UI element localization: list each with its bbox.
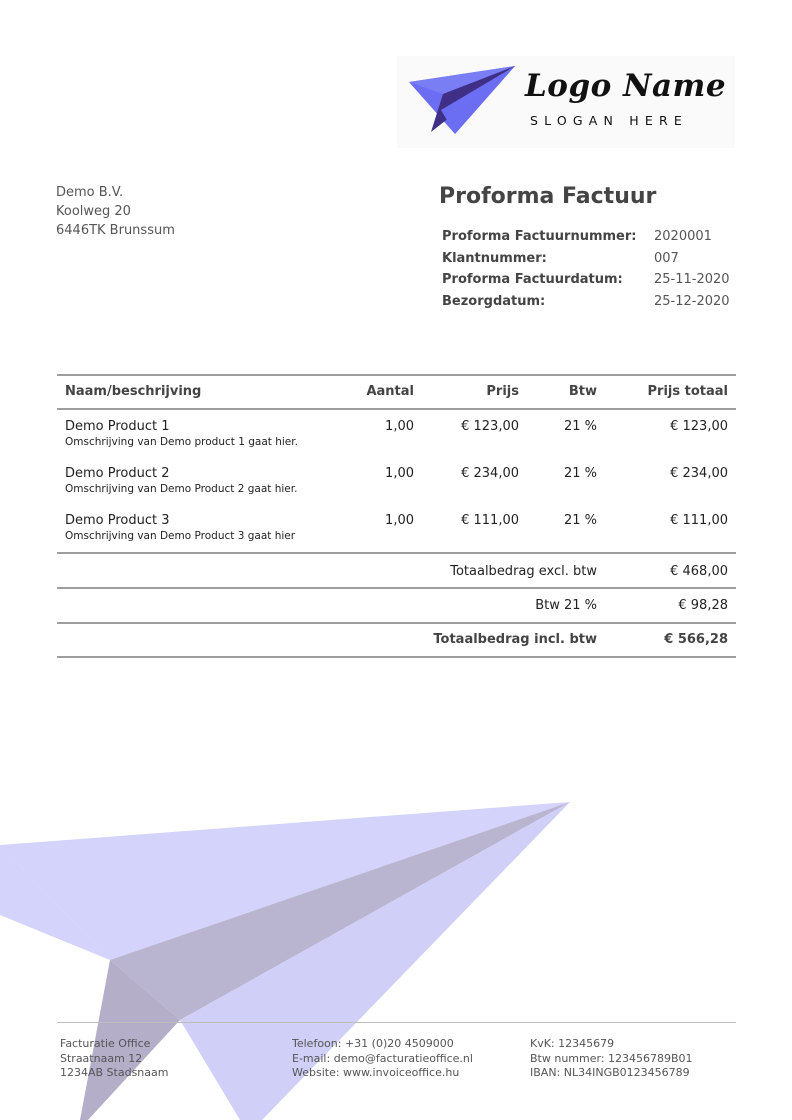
meta-label: Proforma Factuurdatum:	[442, 272, 623, 287]
grand-total-value: € 566,28	[664, 632, 728, 647]
footer-phone: Telefoon: +31 (0)20 4509000	[292, 1037, 454, 1050]
vat-value: € 98,28	[678, 598, 728, 613]
footer-registration	[530, 1037, 693, 1081]
product-price: € 234,00	[461, 466, 519, 481]
footer-company-name: Facturatie Office	[60, 1037, 151, 1050]
customer-street: Koolweg 20	[56, 204, 131, 219]
footer-vat-number: Btw nummer: 123456789B01	[530, 1051, 693, 1065]
product-name: Demo Product 2	[65, 466, 170, 481]
table-header-divider	[57, 408, 736, 410]
footer-email: E-mail: demo@facturatieoffice.nl	[292, 1051, 473, 1065]
document-title: Proforma Factuur	[439, 184, 657, 209]
totals-divider-1	[57, 552, 736, 554]
footer-company	[60, 1037, 168, 1081]
product-description: Omschrijving van Demo Product 2 gaat hier.	[65, 483, 298, 495]
footer-website: Website: www.invoiceoffice.hu	[292, 1066, 460, 1079]
footer-kvk: KvK: 12345679	[530, 1037, 615, 1050]
meta-value: 25-11-2020	[654, 272, 730, 287]
footer-company-street: Straatnaam 12	[60, 1051, 143, 1065]
totals-divider-2	[57, 587, 736, 589]
paper-plane-logo-icon	[407, 64, 517, 144]
customer-city: 6446TK Brunssum	[56, 223, 175, 238]
totals-divider-3	[57, 622, 736, 624]
product-vat: 21 %	[563, 419, 597, 434]
product-price: € 111,00	[461, 513, 519, 528]
product-name: Demo Product 3	[65, 513, 170, 528]
product-vat: 21 %	[563, 513, 597, 528]
company-logo	[397, 56, 735, 148]
header-qty: Aantal	[366, 384, 414, 399]
logo-name: Logo Name	[525, 68, 727, 104]
table-top-divider	[57, 374, 736, 376]
footer-iban: IBAN: NL34INGB0123456789	[530, 1066, 690, 1079]
logo-slogan: SLOGAN HERE	[530, 113, 688, 128]
footer-divider	[57, 1022, 736, 1023]
product-vat: 21 %	[563, 466, 597, 481]
meta-label: Proforma Factuurnummer:	[442, 229, 637, 244]
product-qty: 1,00	[385, 419, 414, 434]
footer-contact	[292, 1037, 473, 1081]
product-name: Demo Product 1	[65, 419, 170, 434]
customer-address	[56, 183, 175, 240]
customer-name: Demo B.V.	[56, 185, 124, 200]
header-vat: Btw	[568, 384, 597, 399]
subtotal-value: € 468,00	[670, 564, 728, 579]
header-total: Prijs totaal	[647, 384, 728, 399]
footer-company-city: 1234AB Stadsnaam	[60, 1066, 169, 1079]
table-bottom-divider	[57, 656, 736, 658]
meta-value: 25-12-2020	[654, 293, 730, 309]
meta-value: 007	[654, 250, 679, 266]
meta-label: Klantnummer:	[442, 250, 547, 266]
product-price: € 123,00	[461, 419, 519, 434]
product-total: € 123,00	[670, 419, 728, 434]
product-total: € 111,00	[670, 513, 728, 528]
header-name: Naam/beschrijving	[65, 384, 202, 399]
product-description: Omschrijving van Demo product 1 gaat hier.	[65, 436, 298, 448]
product-description: Omschrijving van Demo Product 3 gaat hier	[65, 530, 296, 542]
grand-total-label: Totaalbedrag incl. btw	[433, 632, 597, 647]
product-qty: 1,00	[385, 466, 414, 481]
product-total: € 234,00	[670, 466, 728, 481]
meta-label: Bezorgdatum:	[442, 293, 546, 309]
vat-label: Btw 21 %	[535, 598, 597, 613]
header-price: Prijs	[486, 384, 519, 399]
product-qty: 1,00	[385, 513, 414, 528]
subtotal-label: Totaalbedrag excl. btw	[450, 564, 597, 579]
meta-value: 2020001	[654, 229, 712, 244]
